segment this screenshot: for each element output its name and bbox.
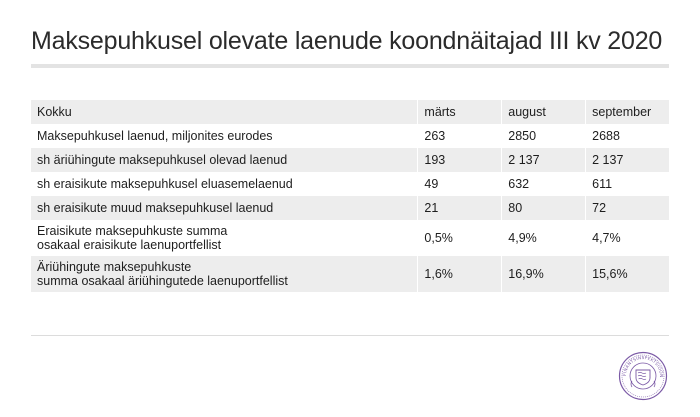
row-label: sh eraisikute maksepuhkusel eluasemelaenud <box>37 177 293 191</box>
cell-september: 2 137 <box>585 148 669 172</box>
row-label <box>31 256 417 292</box>
cell-august: 16,9% <box>501 256 585 292</box>
row-label-line: osakaal eraisikute laenuportfellist <box>37 238 222 252</box>
table-row <box>31 148 669 172</box>
row-label-line: Äriühingute maksepuhkuste <box>37 260 192 274</box>
cell-september: 4,7% <box>585 220 669 256</box>
cell-march: 193 <box>417 148 501 172</box>
table-header-row <box>31 100 669 124</box>
summary-table <box>31 100 669 292</box>
cell-march: 21 <box>417 196 501 220</box>
table-row <box>31 256 669 292</box>
row-label-line: summa osakaal äriühingutede laenuportfellist <box>37 274 288 288</box>
table-row <box>31 172 669 196</box>
cell-september: 2688 <box>585 124 669 148</box>
header-cell-total: Kokku <box>31 100 417 124</box>
row-label <box>31 220 417 256</box>
cell-august: 2 137 <box>501 148 585 172</box>
header-cell-march: märts <box>417 100 501 124</box>
cell-september: 611 <box>585 172 669 196</box>
table-row <box>31 124 669 148</box>
finantsinspektsioon-seal-logo <box>618 351 668 401</box>
row-label-line: Eraisikute maksepuhkuste summa <box>37 224 228 238</box>
bottom-divider <box>31 335 669 336</box>
seal-text: FINANTSINSPEKTSIOON <box>621 354 665 378</box>
cell-august: 632 <box>501 172 585 196</box>
header-cell-september: september <box>585 100 669 124</box>
header-cell-august: august <box>501 100 585 124</box>
row-label: sh äriühingute maksepuhkusel olevad laenud <box>31 148 417 172</box>
table-row <box>31 220 669 256</box>
cell-august: 2850 <box>501 124 585 148</box>
cell-september: 72 <box>585 196 669 220</box>
page-title: Maksepuhkusel olevate laenude koondnäitajad III kv 2020 <box>31 27 663 55</box>
cell-august: 4,9% <box>501 220 585 256</box>
row-label: sh eraisikute muud maksepuhkusel laenud <box>31 196 417 220</box>
row-label: Maksepuhkusel laenud, miljonites eurodes <box>37 129 273 143</box>
title-divider <box>31 64 669 68</box>
cell-september: 15,6% <box>585 256 669 292</box>
cell-march: 49 <box>417 172 501 196</box>
cell-march: 0,5% <box>417 220 501 256</box>
table-row <box>31 196 669 220</box>
cell-march: 1,6% <box>417 256 501 292</box>
cell-august: 80 <box>501 196 585 220</box>
cell-march: 263 <box>417 124 501 148</box>
